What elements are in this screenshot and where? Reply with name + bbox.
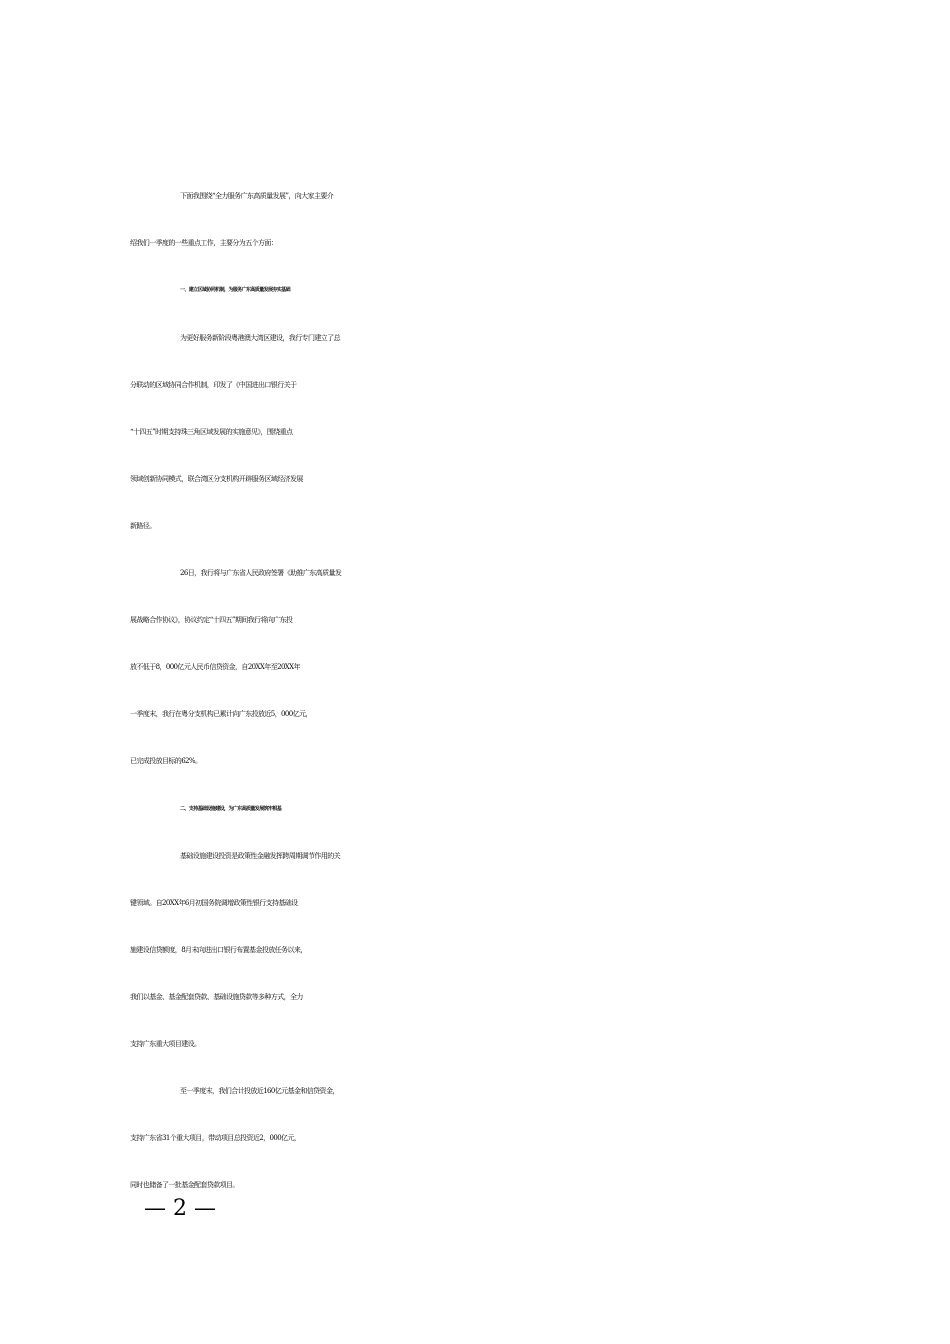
section-2-p2-line-2: 支持广东省31个重大项目，带动项目总投资近2，000亿元， — [130, 1134, 301, 1142]
section-1-p2-line-5: 已完成投放目标的62%。 — [130, 757, 202, 765]
section-1-p1-line-4: 领域创新协同模式，联合湾区分支机构开辟服务区域经济发展 — [130, 475, 303, 483]
intro-line-1: 下面我围绕“全力服务广东高质量发展”，向大家主要介 — [180, 192, 334, 200]
intro-line-2: 绍我们一季度的一些重点工作，主要分为五个方面： — [130, 239, 278, 247]
section-1-p1-line-3: “十四五”时期支持珠三角区域发展的实施意见》，围绕重点 — [130, 428, 293, 436]
section-1-p2-line-2: 展战略合作协议》，协议约定“十四五”期间我行将向广东投 — [130, 616, 293, 624]
section-2-p1-line-3: 施建设信贷额度，8月末向进出口银行布置基金投放任务以来， — [130, 946, 307, 954]
section-2-p2-line-1: 至一季度末，我们合计投放近160亿元基金和信贷资金， — [180, 1087, 339, 1095]
section-1-p1-line-2: 分联动的区域协同合作机制，印发了《中国进出口银行关于 — [130, 381, 297, 389]
section-1-p2-line-4: 一季度末，我行在粤分支机构已累计向广东投放近5，000亿元， — [130, 710, 312, 718]
section-1-p2-line-3: 放不低于8，000亿元人民币信贷资金，自20XX年至20XX年 — [130, 663, 300, 671]
section-1-p2-line-1: 26日，我行将与广东省人民政府签署《助推广东高质量发 — [180, 569, 342, 577]
section-2-heading: 二、支持基础设施建设，为广东高质量发展筑牢根基 — [180, 806, 282, 812]
section-2-p2-line-3: 同时也储备了一批基金配套贷款项目。 — [130, 1181, 239, 1189]
section-1-heading: 一、建立区域协同机制，为服务广东高质量发展夯实基础 — [180, 287, 291, 293]
section-1-p1-line-5: 新路径。 — [130, 522, 156, 530]
page-number: — 2 — — [144, 1196, 216, 1221]
section-2-p1-line-1: 基础设施建设投资是政策性金融发挥跨周期调节作用的关 — [180, 852, 340, 860]
section-2-p1-line-5: 支持广东重大项目建设。 — [130, 1040, 201, 1048]
section-2-p1-line-4: 我们以基金、基金配套贷款、基础设施贷款等多种方式，全力 — [130, 993, 303, 1001]
section-2-p1-line-2: 键领域。自20XX年6月初国务院调增政策性银行支持基础设 — [130, 899, 298, 907]
section-1-p1-line-1: 为更好服务新阶段粤港澳大湾区建设，我行专门建立了总 — [180, 334, 340, 342]
